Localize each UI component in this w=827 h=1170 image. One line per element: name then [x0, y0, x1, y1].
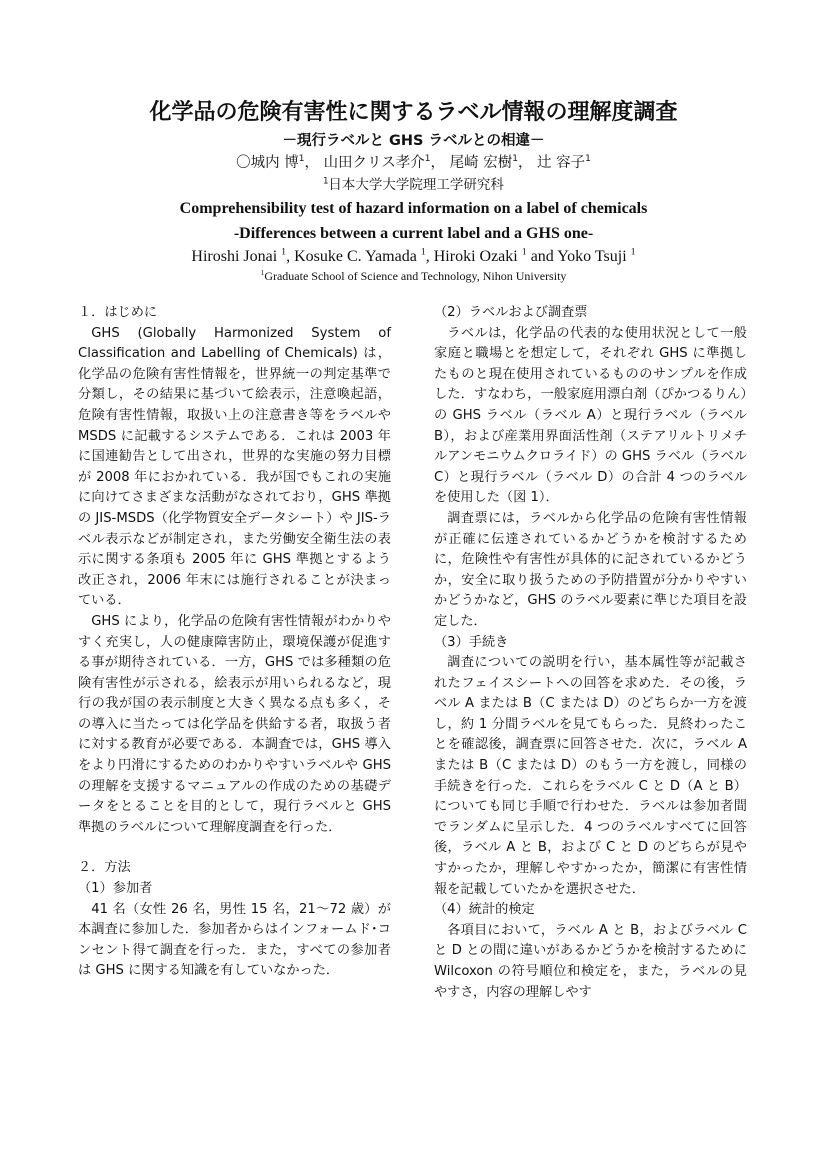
body-paragraph: 調査票には，ラベルから化学品の危険有害性情報が正確に伝達されているかどうかを検討するために，危険性や有害性が具体的に記されているかどうか，安全に取り扱うための予防措置が分かりやすいかどうかなど，GHS のラベル要素に準じた項目を設定した．: [434, 510, 747, 629]
subsection-heading-statistics: （4）統計的検定: [434, 902, 535, 918]
body-paragraph: GHS (Globally Harmonized System of Classification and Labelling of Chemicals) は，化学品の危険有害性情報を，世界統一の判定基準で分類し，その結果に基づいて絵表示，注意喚起語，危険有害性情報，取扱い上の注意書き等をラベルや MSDS に記載するシステムである．これは 2003 年に国連勧告として出され，世界的な実施の努力目標が 2008 年におかれている．我が国でもこれの実施に向けてさまざまな活動がなされており，GHS 準拠の JIS-MSDS（化学物質安全データシート）や JIS-ラベル表示などが制定され，また労働安全衛生法の表示に関する条項も 2005 年に GHS 準拠とするよう改正され，2006 年末には施行されることが決まっている．: [78, 325, 391, 609]
paper-header: [0, 96, 827, 284]
subsection-heading-participants: （1）参加者: [78, 881, 153, 897]
affiliation-mark: 1: [281, 246, 287, 258]
affiliation-mark: 1: [323, 175, 329, 186]
author-name: Hiroki Ozaki: [433, 248, 518, 265]
paper-subtitle-ja: －現行ラベルと GHS ラベルとの相違－: [282, 133, 545, 149]
section-heading-methods: ２．方法: [78, 860, 131, 876]
author-name: 〇城内 博: [236, 155, 299, 171]
paper-title-en: Comprehensibility test of hazard information on a label of chemicals: [179, 200, 648, 217]
affiliation-mark: 1: [260, 268, 265, 277]
author-separator: ，: [304, 155, 319, 171]
author-name: 山田クリス孝介: [323, 155, 425, 171]
paper-subtitle-en: -Differences between a current label and a GHS one-: [233, 225, 594, 242]
affiliation-mark: 1: [298, 154, 305, 165]
author-separator: ，: [517, 155, 533, 171]
author-name: Hiroshi Jonai: [191, 248, 278, 265]
section-heading-introduction: １．はじめに: [78, 305, 158, 320]
paper-title-ja: 化学品の危険有害性に関するラベル情報の理解度調査: [149, 100, 678, 125]
author-list-en: [0, 246, 827, 268]
body-paragraph: 調査についての説明を行い，基本属性等が記載されたフェイスシートへの回答を求めた．その後，ラベル A または B（C または D）のどちらか一方を渡し，約 1 分間ラベルを見てもらった．見終わったことを確認後，調査票に回答させた．次に，ラベル A または B（C または D）のもう一方を渡し，同様の手続きを行った．これらをラベル C と D（A と B）についても同じ手順で行わせた．ラベルは参加者間でランダムに呈示した．4 つのラベルすべてに回答後，ラベル A と B，および C と D のどちらが見やすかったか，理解しやすかったか，簡潔に有害性情報を記載していたかを選択させた．: [434, 655, 747, 897]
affiliation-text: Graduate School of Science and Technology, Nihon University: [264, 269, 567, 283]
affiliation-mark: 1: [585, 154, 591, 165]
left-column: [78, 303, 391, 982]
right-column: [434, 303, 747, 1003]
affiliation-en: [0, 268, 827, 284]
author-list-ja: [0, 152, 827, 174]
affiliation-mark: 1: [420, 246, 426, 258]
section-spacer: [78, 838, 391, 858]
affiliation-mark: 1: [512, 154, 518, 165]
body-paragraph: 41 名（女性 26 名，男性 15 名，21～72 歳）が本調査に参加した．参加者からはインフォームド･コンセント得て調査を行った．また，すべての参加者は GHS に関する知識を有していなかった．: [78, 901, 391, 979]
author-name: Yoko Tsuji: [557, 248, 627, 265]
affiliation-mark: 1: [424, 154, 431, 165]
affiliation-ja: [0, 174, 827, 196]
author-separator: ,: [425, 248, 434, 265]
affiliation-mark: 1: [630, 246, 636, 258]
author-name: Kosuke C. Yamada: [294, 248, 417, 265]
affiliation-mark: 1: [521, 246, 527, 258]
author-name: 辻 容子: [537, 155, 586, 171]
affiliation-text: 日本大学大学院理工学研究科: [328, 177, 504, 193]
body-paragraph: 各項目において，ラベル A と B，およびラベル C と D との間に違いがあるかどうかを検討するために Wilcoxon の符号順位和検定を，また，ラベルの見やすさ，内容の理解しやす: [434, 922, 747, 1000]
subsection-heading-labels-questionnaire: （2）ラベルおよび調査票: [434, 305, 588, 320]
subsection-heading-procedure: （3）手続き: [434, 634, 509, 650]
author-separator: ，: [430, 155, 445, 171]
author-name: 尾崎 宏樹: [449, 155, 513, 171]
author-conjunction: and: [526, 248, 558, 265]
body-paragraph: GHS により，化学品の危険有害性情報がわかりやすく充実し，人の健康障害防止，環境保護が促進する事が期待されている．一方，GHS では多種類の危険有害性が示される，絵表示が用いられるなど，現行の我が国の表示制度と大きく異なる点も多く，その導入に当たっては化学品を供給する者，取扱う者に対する教育が必要である．本調査では，GHS 導入をより円滑にするためのわかりやすいラベルや GHS の理解を支援するマニュアルの作成のための基礎データをとることを目的として，現行ラベルと GHS 準拠のラベルについて理解度調査を行った．: [78, 613, 391, 835]
body-paragraph: ラベルは，化学品の代表的な使用状況として一般家庭と職場とを想定して，それぞれ GHS に準拠したものと現在使用されているもののサンプルを作成した．すなわち，一般家庭用漂白剤（ぴかつるりん）の GHS ラベル（ラベル A）と現行ラベル（ラベル B），および産業用界面活性剤（ステアリルトリメチルアンモニウムクロライド）の GHS ラベル（ラベル C）と現行ラベル（ラベル D）の合計 4 つのラベルを使用した（図 1）．: [434, 325, 747, 506]
author-separator: ,: [286, 248, 295, 265]
